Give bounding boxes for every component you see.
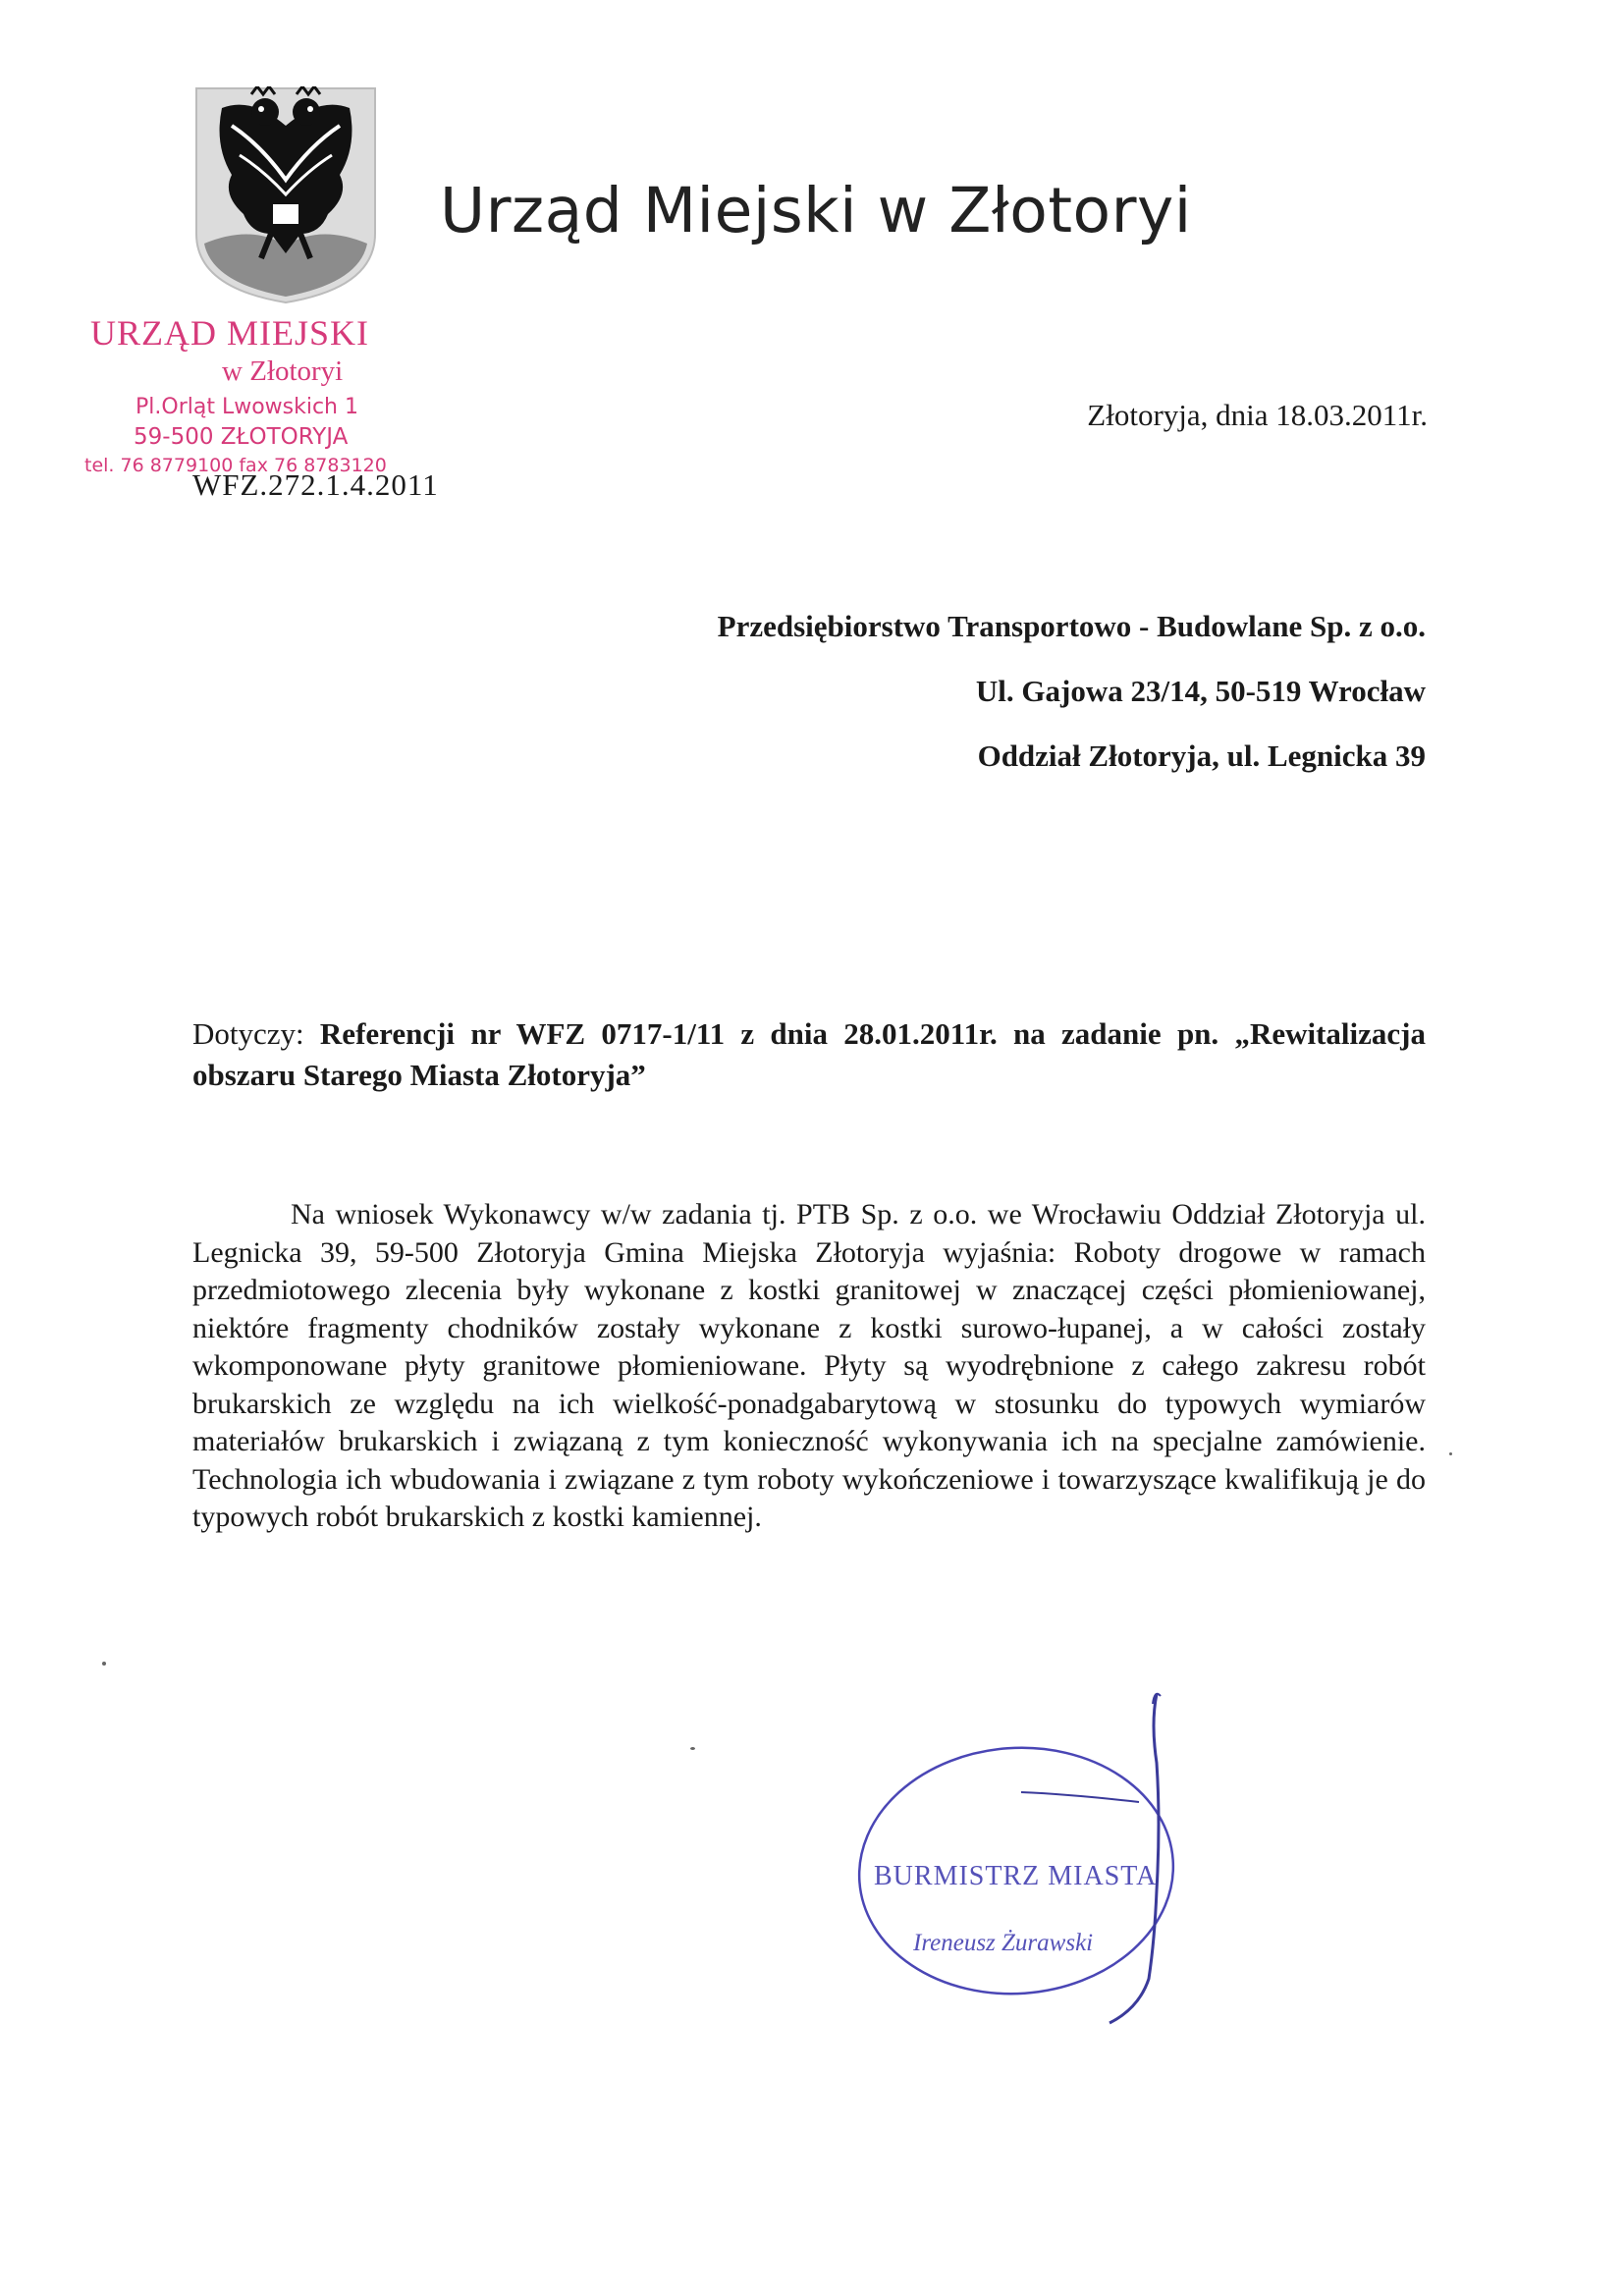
signature-stamp-title: BURMISTRZ MIASTA (874, 1861, 1158, 1891)
recipient-address (718, 607, 1426, 801)
recipient-street: Ul. Gajowa 23/14, 50-519 Wrocław (975, 674, 1426, 708)
recipient-branch: Oddział Złotoryja, ul. Legnicka 39 (977, 738, 1426, 773)
subject-prefix: Dotyczy: (192, 1016, 320, 1051)
scan-speck (1449, 1452, 1452, 1455)
scan-speck (102, 1662, 106, 1666)
subject-line (192, 1013, 1426, 1096)
body-paragraph (192, 1196, 1426, 1537)
stamp-phone-fax: tel. 76 8779100 fax 76 8783120 (84, 455, 387, 476)
signature-stamp-name: Ireneusz Żurawski (913, 1930, 1094, 1956)
reference-number: WFZ.272.1.4.2011 (192, 467, 439, 502)
date-line: Złotoryja, dnia 18.03.2011r. (1087, 398, 1428, 432)
body-paragraph-text: Na wniosek Wykonawcy w/w zadania tj. PTB Sp. z o.o. we Wrocławiu Oddział Złotoryja ul. Legnicka 39, 59-500 Złotoryja Gmina Miejska Złotoryja wyjaśnia: Roboty drogowe w ramach przedmiotowego zlecenia były wykonane z kostki granitowej w znaczącej części płomieniowanej, niektóre fragmenty chodników zostały wykonane z kostki surowo-łupanej, a w całości zostały wkomponowane płyty granitowe płomieniowane. Płyty są wyodrębnione z całego zakresu robót brukarskich ze względu na ich wielkość-ponadgabarytową w stosunku do typowych wymiarów materiałów brukarskich i związaną z tym konieczność wykonywania ich na specjalne zamówienie. Technologia ich wbudowania i związane z tym roboty wykończeniowe i towarzyszące kwalifikują je do typowych robót brukarskich z kostki kamiennej. (192, 1198, 1426, 1533)
scan-speck (690, 1747, 695, 1750)
stamp-street: Pl.Orląt Lwowskich 1 (135, 395, 358, 419)
eagle-coat-of-arms-icon (192, 86, 379, 304)
stamp-postcode: 59-500 ZŁOTORYJA (134, 424, 349, 450)
subject-text: Referencji nr WFZ 0717-1/11 z dnia 28.01.2011r. na zadanie pn. „Rewitalizacja obszaru Starego Miasta Złotoryja” (192, 1016, 1426, 1092)
office-title: Urząd Miejski w Złotoryi (440, 175, 1192, 246)
stamp-office-name: URZĄD MIEJSKI (90, 313, 370, 353)
recipient-company: Przedsiębiorstwo Transportowo - Budowlane Sp. z o.o. (717, 609, 1426, 643)
stamp-town: w Złotoryi (222, 355, 344, 387)
